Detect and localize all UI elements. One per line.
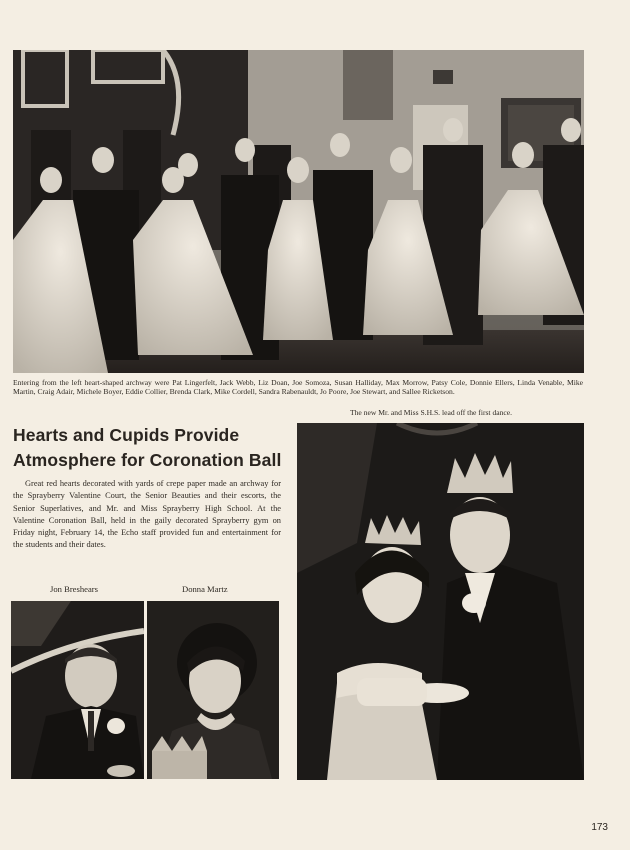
page-number: 173 <box>591 822 608 833</box>
portrait-name-donna: Donna Martz <box>182 584 228 594</box>
dance-photo-caption: The new Mr. and Miss S.H.S. lead off the first dance. <box>350 408 513 417</box>
headline-line-2: Atmosphere for Coronation Ball <box>13 450 282 470</box>
jon-portrait-photo <box>11 601 144 779</box>
headline-line-1: Hearts and Cupids Provide <box>13 425 240 445</box>
article-body: Great red hearts decorated with yards of crepe paper made an archway for the Sprayberry Valentine Court, the Senior Beauties and their escorts, the Senior Superlatives, and Mr. and Miss Sprayberry High School. At the Valentine Coronation Ball, held in the gaily decorated Sprayberry gym on Friday night, February 14, the Echo staff provided fun and entertainment for the students and their dates. <box>13 479 281 550</box>
article-headline <box>13 423 293 473</box>
donna-portrait-photo <box>147 601 279 779</box>
court-photo <box>13 50 584 373</box>
portrait-name-jon: Jon Breshears <box>50 584 98 594</box>
dance-photo <box>297 423 584 780</box>
court-photo-caption: Entering from the left heart-shaped archway were Pat Lingerfelt, Jack Webb, Liz Doan, Joe Somoza, Susan Halliday, Max Morrow, Patsy Cole, Donnie Ellers, Linda Venable, Mike Martin, Craig Adair, Michele Boyer, Eddie Collier, Brenda Clark, Mike Cordell, Sandra Rabenauldt, Jo Poore, Joe Stewart, and Sallee Ricketson. <box>13 378 583 396</box>
